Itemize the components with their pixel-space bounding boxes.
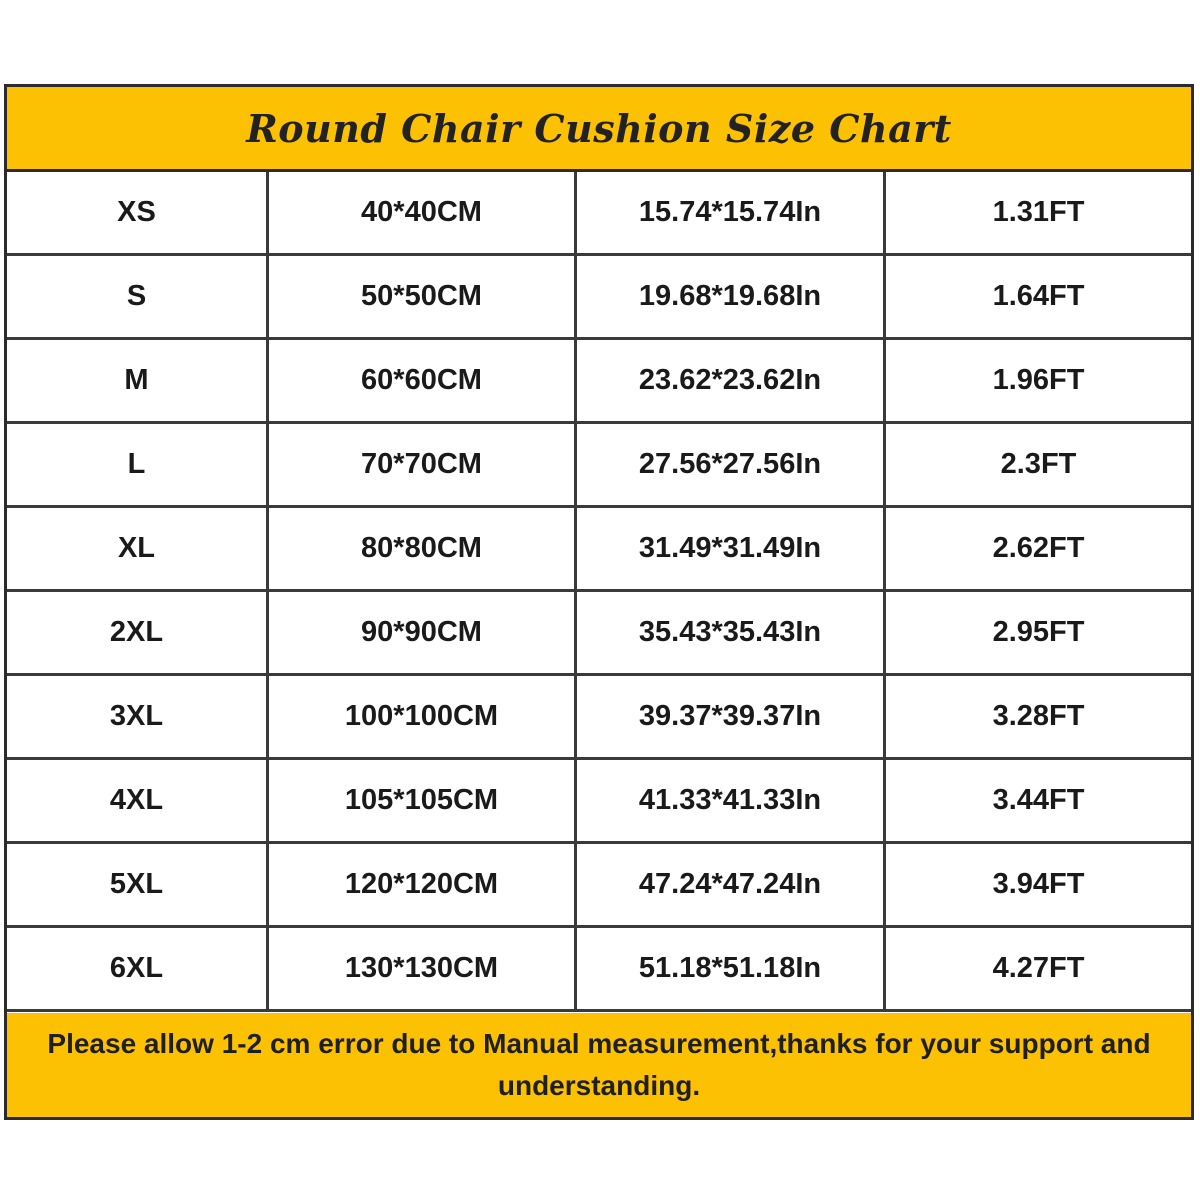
feet-cell: 3.94FT [992,868,1085,900]
cm-cell: 105*105CM [269,760,577,841]
inch-cell: 31.49*31.49In [577,508,886,589]
feet-cell: 1.96FT [992,364,1085,396]
size-cell: XS [7,172,269,253]
cm-cell: 100*100CM [269,676,577,757]
feet-cell: 2.62FT [992,532,1085,564]
table-row [7,760,1191,844]
size-cell: XL [7,508,269,589]
size-cell: 3XL [7,676,269,757]
feet-cell: 2.95FT [992,616,1085,648]
feet-cell: 4.27FT [992,952,1085,984]
size-cell: S [7,256,269,337]
size-table [7,172,1191,1013]
note-bar [7,1013,1191,1117]
inch-cell: 27.56*27.56In [577,424,886,505]
cm-cell: 50*50CM [269,256,577,337]
feet-cell: 2.3FT [1000,448,1077,480]
table-row [7,424,1191,508]
cm-cell: 80*80CM [269,508,577,589]
inch-cell: 19.68*19.68In [577,256,886,337]
size-cell: 2XL [7,592,269,673]
inch-cell: 35.43*35.43In [577,592,886,673]
table-row [7,340,1191,424]
cm-cell: 90*90CM [269,592,577,673]
size-cell: L [7,424,269,505]
size-chart [4,84,1194,1120]
feet-cell: 3.44FT [992,784,1085,816]
inch-cell: 23.62*23.62In [577,340,886,421]
inch-cell: 15.74*15.74In [577,172,886,253]
size-cell: 5XL [7,844,269,925]
size-cell: 6XL [7,928,269,1009]
cm-cell: 120*120CM [269,844,577,925]
chart-title: Round Chair Cushion Size Chart [246,105,952,151]
measurement-note: Please allow 1-2 cm error due to Manual measurement,thanks for your support and understanding. [47,1028,1151,1101]
inch-cell: 47.24*47.24In [577,844,886,925]
inch-cell: 39.37*39.37In [577,676,886,757]
table-row [7,508,1191,592]
feet-cell: 1.31FT [992,196,1085,228]
inch-cell: 51.18*51.18In [577,928,886,1009]
feet-cell: 1.64FT [992,280,1085,312]
table-row [7,928,1191,1012]
table-row [7,844,1191,928]
title-bar [7,87,1191,172]
size-cell: M [7,340,269,421]
cm-cell: 130*130CM [269,928,577,1009]
cm-cell: 40*40CM [269,172,577,253]
feet-cell: 3.28FT [992,700,1085,732]
table-row [7,676,1191,760]
table-row [7,172,1191,256]
inch-cell: 41.33*41.33In [577,760,886,841]
cm-cell: 60*60CM [269,340,577,421]
table-row [7,592,1191,676]
cm-cell: 70*70CM [269,424,577,505]
size-cell: 4XL [7,760,269,841]
table-row [7,256,1191,340]
